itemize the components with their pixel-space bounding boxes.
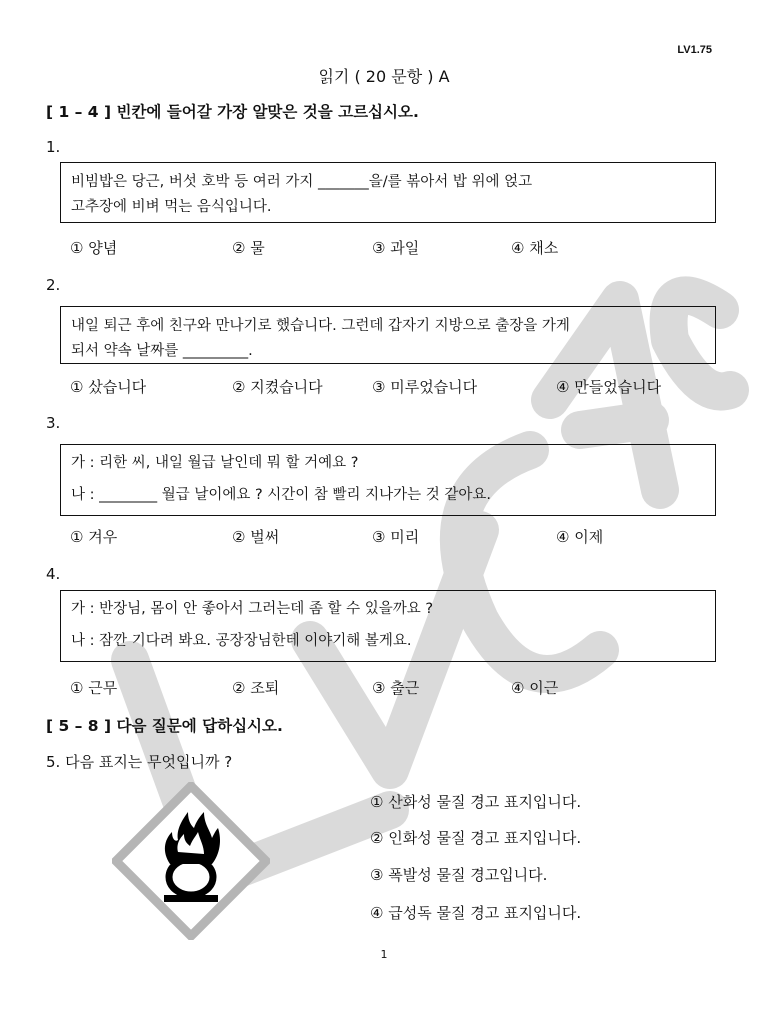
question-5-option-3[interactable]: ③ 폭발성 물질 경고입니다. <box>370 866 548 884</box>
question-1-option-1[interactable]: ① 양념 <box>70 239 118 257</box>
level-label: LV1.75 <box>677 44 712 56</box>
question-1-option-3[interactable]: ③ 과일 <box>372 239 420 257</box>
question-1-box <box>60 162 716 223</box>
page-title: 읽기 ( 20 문항 ) A <box>318 67 450 86</box>
question-2-number: 2. <box>46 276 61 294</box>
question-3-option-2[interactable]: ② 벌써 <box>232 528 280 546</box>
question-2-option-2[interactable]: ② 지켰습니다 <box>232 378 323 396</box>
question-4-option-4[interactable]: ④ 이근 <box>511 679 559 697</box>
question-4-line-2: 나 : 잠깐 기다려 봐요. 공장장님한테 이야기해 볼게요. <box>71 633 412 649</box>
question-5-option-1[interactable]: ① 산화성 물질 경고 표지입니다. <box>370 793 582 811</box>
question-2-option-1[interactable]: ① 샀습니다 <box>70 378 147 396</box>
section-heading-2: [ 5 – 8 ] 다음 질문에 답하십시오. <box>46 717 283 735</box>
question-1-line-1: 비빔밥은 당근, 버섯 호박 등 여러 가지 _______을/를 볶아서 밥 위에 얹고 <box>71 174 533 190</box>
question-2-option-4[interactable]: ④ 만들었습니다 <box>556 378 662 396</box>
question-2-box <box>60 306 716 364</box>
question-3-option-1[interactable]: ① 겨우 <box>70 528 118 546</box>
question-3-line-1: 가 : 리한 씨, 내일 월급 날인데 뭐 할 거예요 ? <box>71 455 359 471</box>
question-1-line-2: 고추장에 비벼 먹는 음식입니다. <box>71 199 272 215</box>
question-1-number: 1. <box>46 138 61 156</box>
question-1-option-2[interactable]: ② 물 <box>232 239 265 257</box>
oxidizer-hazard-sign-icon <box>112 782 270 940</box>
question-2-option-3[interactable]: ③ 미루었습니다 <box>372 378 478 396</box>
section-heading-1: [ 1 – 4 ] 빈칸에 들어갈 가장 알맞은 것을 고르십시오. <box>46 103 419 121</box>
question-3-box <box>60 444 716 516</box>
question-5-option-2[interactable]: ② 인화성 물질 경고 표지입니다. <box>370 829 582 847</box>
question-4-option-1[interactable]: ① 근무 <box>70 679 118 697</box>
question-2-line-1: 내일 퇴근 후에 친구와 만나기로 했습니다. 그런데 갑자기 지방으로 출장을 가게 <box>71 318 570 334</box>
question-3-number: 3. <box>46 414 61 432</box>
question-4-option-2[interactable]: ② 조퇴 <box>232 679 280 697</box>
question-3-option-4[interactable]: ④ 이제 <box>556 528 604 546</box>
question-2-line-2: 되서 약속 날짜를 _________. <box>71 343 253 359</box>
question-1-option-4[interactable]: ④ 채소 <box>511 239 559 257</box>
question-5-option-4[interactable]: ④ 급성독 물질 경고 표지입니다. <box>370 904 582 922</box>
question-5-text: 5. 다음 표지는 무엇입니까 ? <box>46 753 233 771</box>
question-4-option-3[interactable]: ③ 출근 <box>372 679 420 697</box>
question-4-line-1: 가 : 반장님, 몸이 안 좋아서 그러는데 좀 할 수 있을까요 ? <box>71 601 434 617</box>
question-4-box <box>60 590 716 662</box>
question-3-option-3[interactable]: ③ 미리 <box>372 528 420 546</box>
question-3-line-2: 나 : ________ 월급 날이에요 ? 시간이 참 빨리 지나가는 것 같아요. <box>71 487 492 503</box>
question-4-number: 4. <box>46 565 61 583</box>
page-number: 1 <box>380 948 388 961</box>
